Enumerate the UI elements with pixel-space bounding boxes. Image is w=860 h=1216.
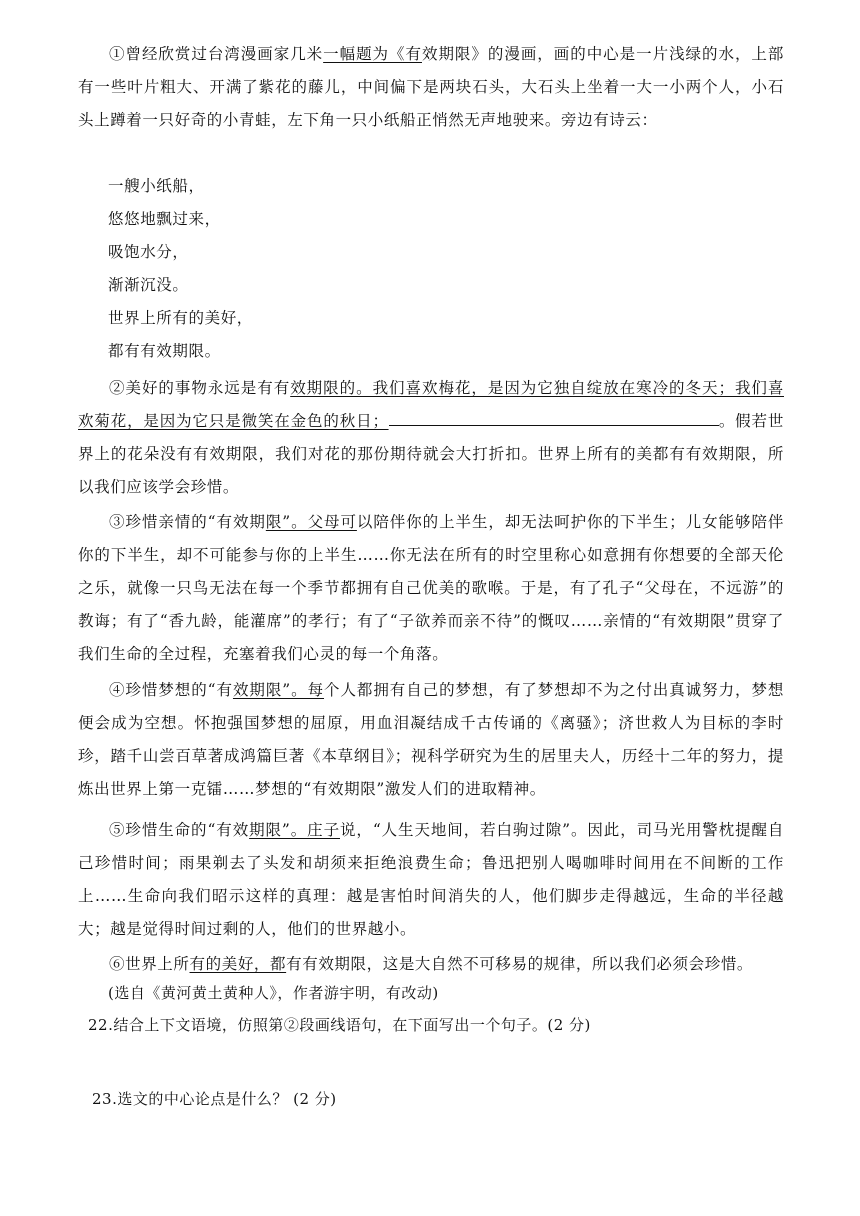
p3-text-b: 以陪伴你的上半生，却无法呵护你的下半生；儿女能够陪伴你的下半生，却不可能参与你的上半生……你无法在所有的时空里称心如意拥有你想要的全部天伦之乐，就像一只鸟无法在每一个季节都拥有自己优美的歌喉。于是，有了孔子“父母在，不远游”的教诲；有了“香九龄，能灌席”的孝行；有了“子欲养而亲不待”的慨叹……亲情的“有效期限”贯穿了我们生命的全过程，充塞着我们心灵的每一个角落。	[78, 513, 784, 663]
paragraph-2	[78, 372, 784, 504]
poem-line-6: 都有有效期限。	[108, 342, 221, 360]
poem	[108, 170, 253, 368]
paragraph-3	[78, 506, 784, 671]
paragraph-1	[78, 38, 784, 137]
p6-text-a: ⑥世界上所	[109, 955, 190, 973]
p4-text-a: ④珍惜梦想的“有	[109, 681, 233, 699]
p4-underlined: 效期限”。每	[232, 681, 325, 699]
p2-text-a: ②美好的事物永远是有有	[109, 379, 291, 397]
p6-underlined: 有的美好，都	[189, 955, 287, 973]
source-citation: (选自《黄河黄土黄种人》，作者游宇明，有改动)	[108, 984, 439, 1002]
poem-line-5: 世界上所有的美好，	[108, 309, 253, 327]
p3-text-a: ③珍惜亲情的“有效期	[109, 513, 266, 531]
p5-text-a: ⑤珍惜生命的“有效	[109, 821, 250, 839]
p2-underlined: 效期限的。我们喜欢梅花，是因为它独自绽放在寒冷的冬天；我们喜欢菊花，是因为它只是微笑在金色的秋日；	[78, 379, 784, 430]
paragraph-5	[78, 814, 784, 946]
paragraph-4	[78, 674, 784, 806]
poem-line-1: 一艘小纸船，	[108, 177, 205, 195]
p6-text-b: 有有效期限，这是大自然不可移易的规律，所以我们必须会珍惜。	[286, 955, 754, 973]
p1-text-b: 效期限》的漫画，画的中心是一片浅绿的水，上部有一些叶片粗大、开满了紫花的藤儿，中间偏下是两块石头，大石头上坐着一大一小两个人，小石头上蹲着一只好奇的小青蛙，左下角一只小纸船正悄然无声地驶来。旁边有诗云：	[78, 45, 784, 129]
p2-text-b: 。假若世界上的花朵没有有效期限，我们对花的那份期待就会大打折扣。世界上所有的美都有有效期限，所以我们应该学会珍惜。	[78, 412, 784, 496]
p1-underlined: 一幅题为《有	[323, 45, 422, 63]
poem-line-3: 吸饱水分，	[108, 243, 189, 261]
poem-line-2: 悠悠地飘过来，	[108, 210, 221, 228]
p3-underlined: 限”。父母可	[265, 513, 357, 531]
question-23: 23.选文的中心论点是什么？ (2 分)	[92, 1090, 337, 1108]
p1-text-a: ①曾经欣赏过台湾漫画家几米	[109, 45, 324, 63]
p5-text-b: 说，“人生天地间，若白驹过隙”。因此，司马光用警枕提醒自己珍惜时间；雨果剃去了头发和胡须来拒绝浪费生命；鲁迅把别人喝咖啡时间用在不间断的工作上……生命向我们昭示这样的真理：越是害怕时间消失的人，他们脚步走得越远，生命的半径越大；越是觉得时间过剩的人，他们的世界越小。	[78, 821, 784, 938]
poem-line-4: 渐渐沉没。	[108, 276, 189, 294]
p5-underlined: 期限”。庄子	[249, 821, 340, 839]
paragraph-6	[78, 948, 784, 981]
p4-text-b: 个人都拥有自己的梦想，有了梦想却不为之付出真诚努力，梦想便会成为空想。怀抱强国梦想的屈原，用血泪凝结成千古传诵的《离骚》；济世救人为目标的李时珍，踏千山尝百草著成鸿篇巨著《本草纲目》；视科学研究为生的居里夫人，历经十二年的努力，提炼出世界上第一克镭……梦想的“有效期限”激发人们的进取精神。	[78, 681, 784, 798]
question-22: 22.结合上下文语境，仿照第②段画线语句，在下面写出一个句子。(2 分)	[88, 1016, 591, 1034]
answer-blank-line	[389, 407, 719, 426]
